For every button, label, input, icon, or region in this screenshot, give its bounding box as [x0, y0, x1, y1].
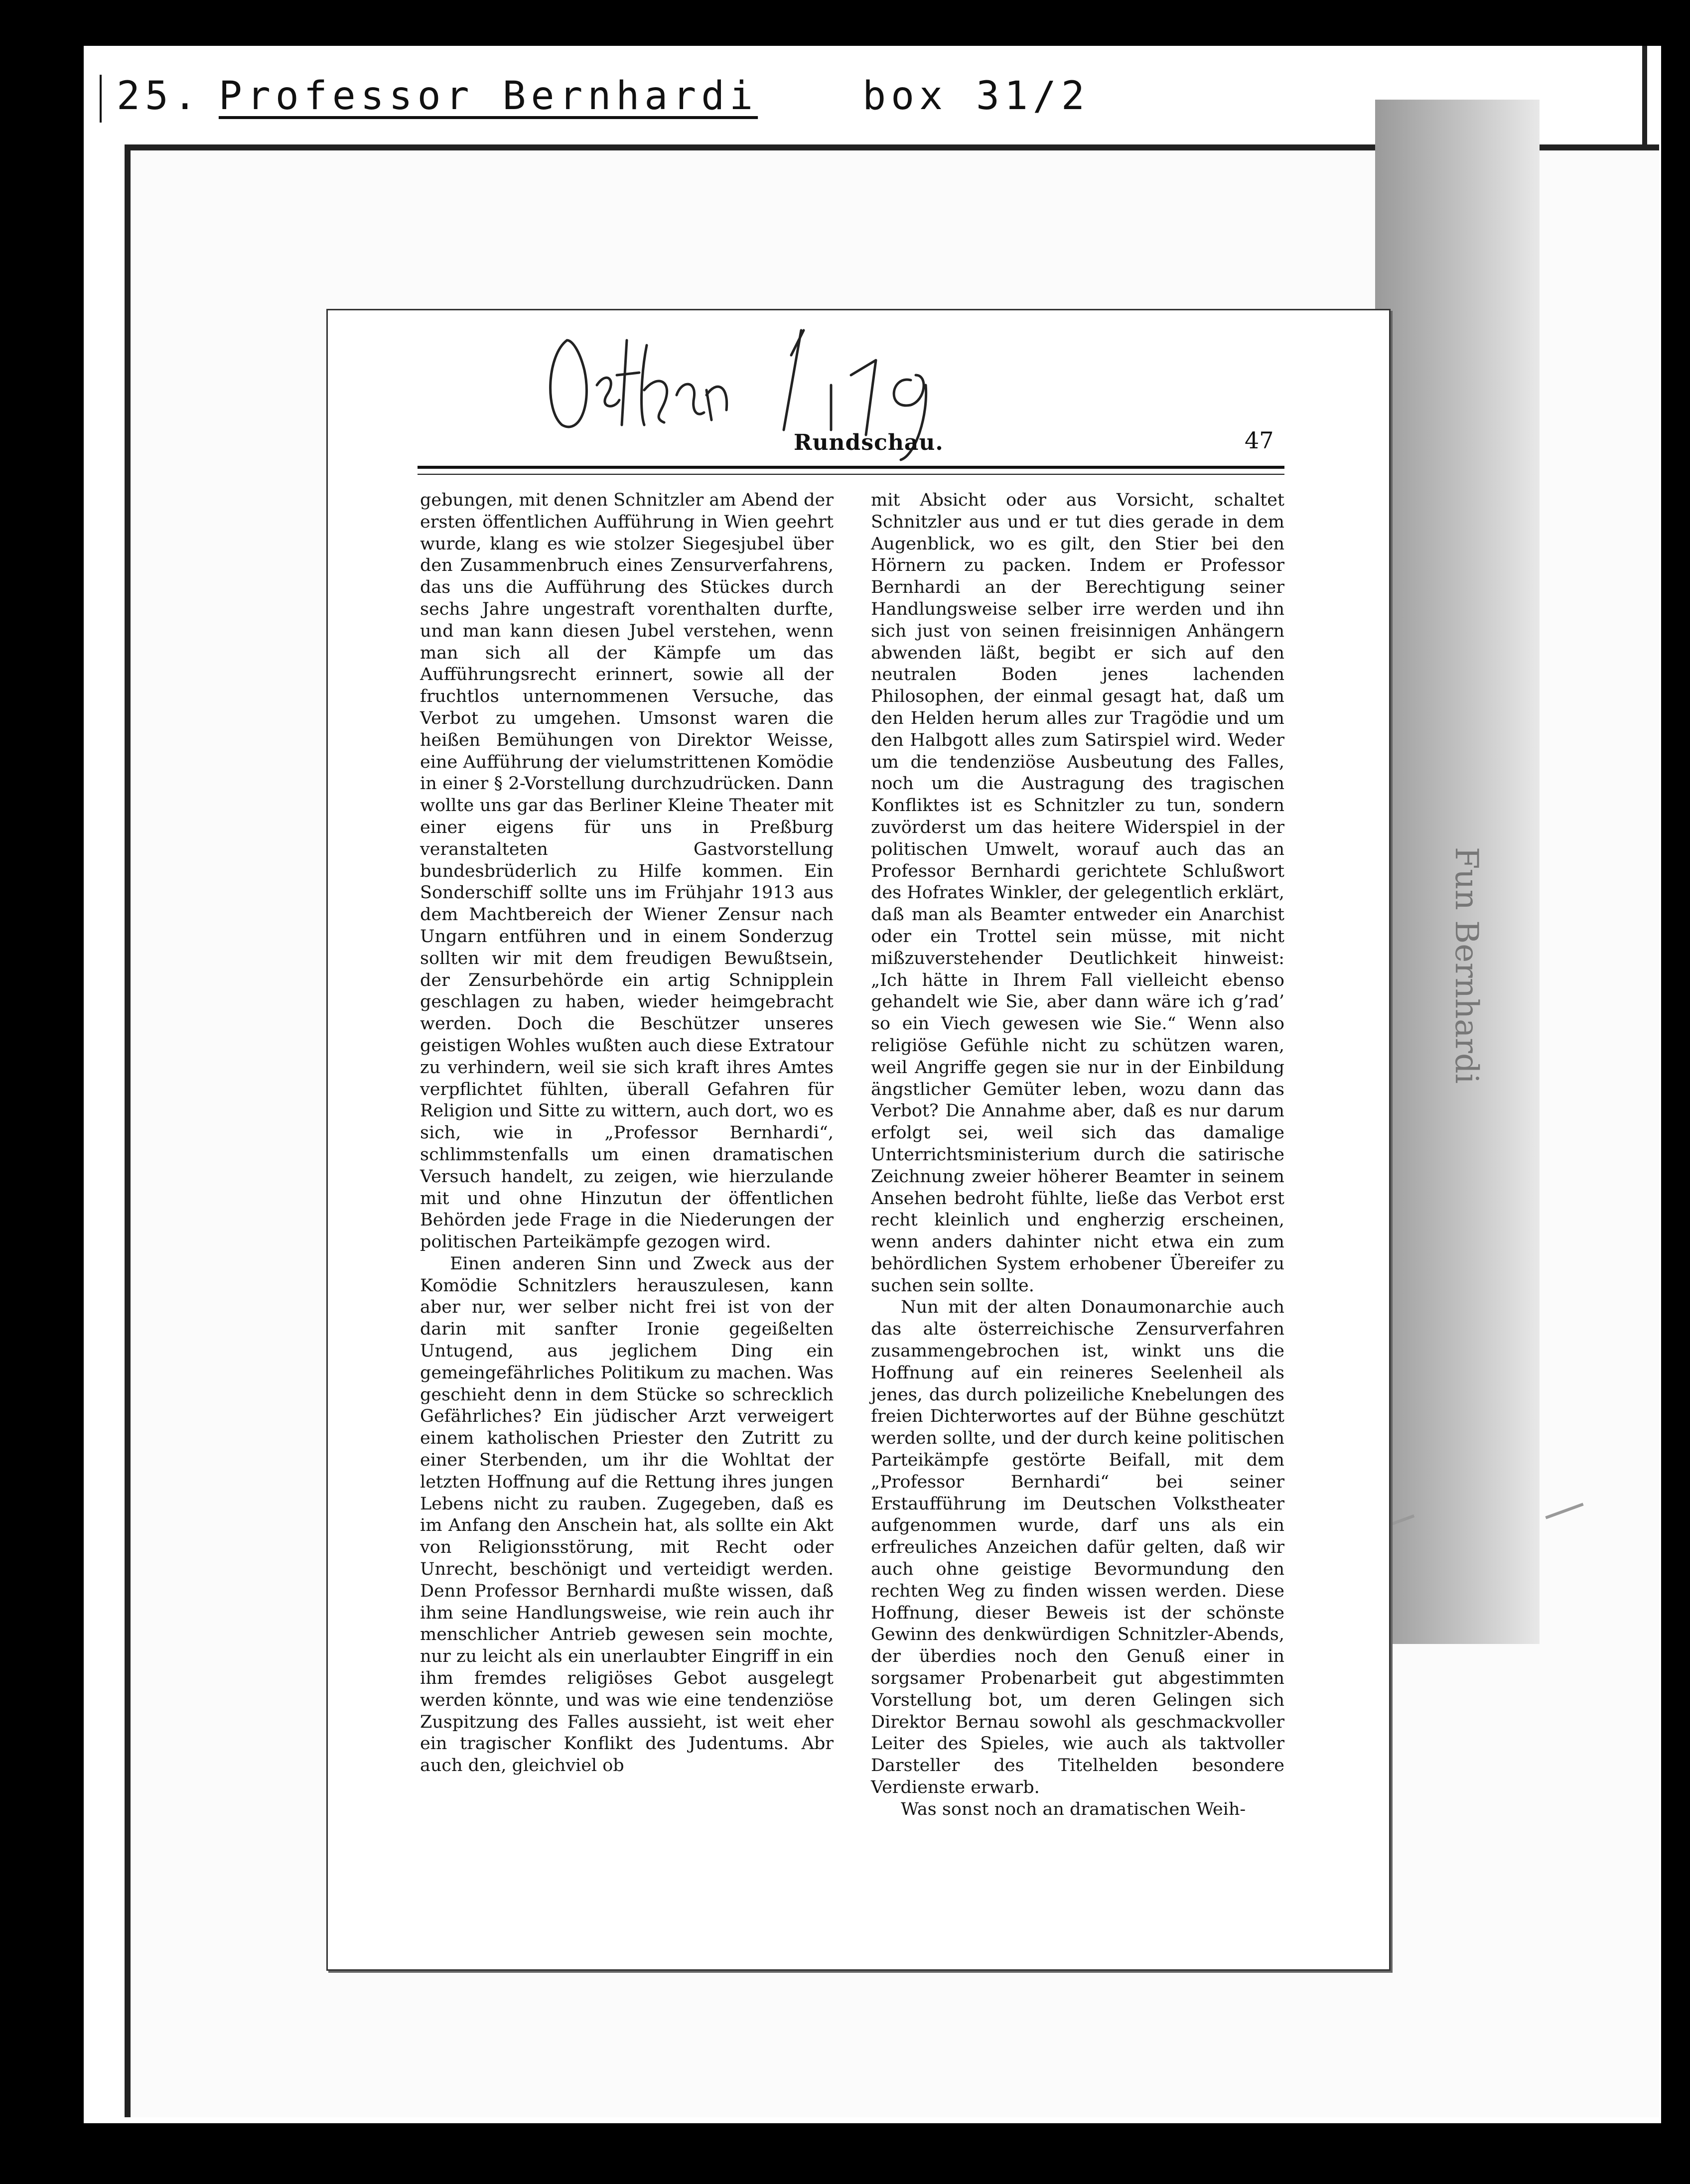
grey-band-text: Fun Bernhardi: [1448, 847, 1485, 1084]
page-number: 47: [1245, 427, 1274, 454]
left-column: [420, 490, 834, 1777]
bracket-mark: [100, 75, 102, 123]
paragraph: Einen anderen Sinn und Zweck aus der Komödie Schnitzlers herauszulesen, kann aber nur, wer selber nicht frei ist von der darin mit sanfter Ironie gegeißelten Untugend, aus jeglichem Ding ein gemeingefährliches Politikum zu machen. Was geschieht denn in dem Stücke so schrecklich Gefährliches? Ein jüdischer Arzt verweigert einem katholischen Priester den Zutritt zu einer Sterbenden, um ihr die Wohltat der letzten Hoffnung auf die Rettung ihres jungen Lebens nicht zu rauben. Zugegeben, daß es im Anfang den Anschein hat, als sollte ein Akt von Religionsstörung, mit Recht oder Unrecht, beschönigt und verteidigt werden. Denn Professor Bernhardi mußte wissen, daß ihm seine Handlungsweise, wie rein auch ihr menschlicher Antrieb gewesen sein mochte, nur zu leicht als ein unerlaubter Eingriff in ein ihm fremdes religiöses Gebot ausgelegt werden könnte, und was wie eine tendenziöse Zuspitzung des Falles aussieht, ist weit eher ein tragischer Konflikt des Judentums. Abr auch den, gleichviel ob: [420, 1253, 834, 1776]
paragraph: Nun mit der alten Donaumonarchie auch das alte österreichische Zensurverfahren zusammengebrochen ist, winkt uns die Hoffnung auf ein reineres Seelenheil als jenes, das durch polizeiliche Knebelungen des freien Dichterwortes auf der Bühne geschützt werden sollte, und der durch keine politischen Parteikämpfe gestörte Beifall, mit dem „Professor Bernhardi“ bei seiner Erstaufführung im Deutschen Volkstheater aufgenommen wurde, darf uns als ein erfreuliches Anzeichen dafür gelten, daß wir auch ohne geistige Bevormundung den rechten Weg zu finden wissen werden. Diese Hoffnung, dieser Beweis ist der schönste Gewinn des denkwürdigen Schnitzler-Abends, der überdies noch den Genuß einer in sorgsamer Probenarbeit gut abgestimmten Vorstellung bot, um deren Gelingen sich Direktor Bernau sowohl als geschmackvoller Leiter des Spieles, wie auch als taktvoller Darsteller des Titelhelden besondere Verdienste erwarb.: [871, 1297, 1284, 1798]
paragraph: Was sonst noch an dramatischen Weih-: [901, 1799, 1246, 1819]
paragraph: gebungen, mit denen Schnitzler am Abend der ersten öffentlichen Aufführung in Wien geehrt wurde, klang es wie stolzer Siegesjubel über den Zusammenbruch eines Zensurverfahrens, das uns die Aufführung des Stückes durch sechs Jahre ungestraft vorenthalten durfte, und man kann diesen Jubel verstehen, wenn man sich all der Kämpfe um das Aufführungsrecht erinnert, sowie all der fruchtlos unternommenen Versuche, das Verbot zu umgehen. Umsonst waren die heißen Bemühungen von Direktor Weisse, eine Aufführung der vielumstrittenen Komödie in einer § 2-Vorstellung durchzudrücken. Dann wollte uns gar das Berliner Kleine Theater mit einer eigens für uns in Preßburg veranstalteten Gastvorstellung bundesbrüderlich zu Hilfe kommen. Ein Sonderschiff sollte uns im Frühjahr 1913 aus dem Machtbereich der Wiener Zensur nach Ungarn entführen und in einem Sonderzug sollten wir mit dem freudigen Bewußtsein, der Zensurbehörde ein artig Schnipplein geschlagen zu haben, wieder heimgebracht werden. Doch die Beschützer unseres geistigen Wohles wußten auch diese Extratour zu verhindern, weil sie sich kraft ihres Amtes verpflichtet fühlten, überall Gefahren für Religion und Sitte zu wittern, auch dort, wo es sich, wie in „Professor Bernhardi“, schlimmstenfalls um einen dramatischen Versuch handelt, zu zeigen, wie hierzulande mit und ohne Hinzutun der öffentlichen Behörden jede Frage in die Niederungen der politischen Parteikämpfe gezogen wird.: [420, 490, 834, 1252]
text-columns: [420, 490, 1287, 1914]
page-shadow-left: [125, 144, 131, 2117]
newspaper-clipping: [326, 309, 1391, 1971]
archive-box: box 31/2: [862, 74, 1090, 119]
paragraph: mit Absicht oder aus Vorsicht, schaltet Schnitzler aus und er tut dies gerade in dem Augenblick, wo es gilt, den Stier bei den Hörnern zu packen. Indem er Professor Bernhardi an der Berechtigung seiner Handlungsweise selber irre werden und ihn sich just von seinen freisinnigen Anhängern abwenden läßt, begibt er sich auf den neutralen Boden jenes lachenden Philosophen, der einmal gesagt hat, daß um den Helden herum alles zur Tragödie und um den Halbgott alles zum Satirspiel wird. Weder um die tendenziöse Ausbeutung des Falles, noch um die Austragung des tragischen Konfliktes ist es Schnitzler zu tun, sondern zuvörderst um das heitere Widerspiel in der politischen Umwelt, worauf auch das an Professor Bernhardi gerichtete Schlußwort des Hofrates Winkler, der gelegentlich erklärt, daß man als Beamter entweder ein Anarchist oder ein Trottel sein müsse, mit nicht mißzuverstehender Deutlichkeit hinweist: „Ich hätte in Ihrem Fall vielleicht ebenso gehandelt wie Sie, aber dann wäre ich g’rad’ so ein Viech gewesen wie Sie.“ Wenn also religiöse Gefühle nicht zu schützen waren, weil Angriffe gegen sie nur in der Einbildung ängstlicher Gemüter leben, wozu dann das Verbot? Die Annahme aber, daß es nur darum erfolgt sei, weil sich das damalige Unterrichtsministerium durch die satirische Zeichnung zweier höherer Beamter in seinem Ansehen bedroht fühlte, ließe das Verbot erst recht kleinlich und engherzig erscheinen, wenn anders dahinter nicht etwa ein zum behördlichen System erhobener Übereifer zu suchen sein sollte.: [871, 490, 1284, 1296]
archive-label: [100, 64, 1090, 129]
header-rule: [418, 466, 1284, 475]
running-head: [418, 427, 1364, 470]
archive-number: 25.: [117, 74, 202, 119]
right-column: [871, 490, 1284, 1821]
archive-title: Professor Bernhardi: [218, 74, 758, 119]
running-title: Rundschau.: [794, 430, 944, 455]
